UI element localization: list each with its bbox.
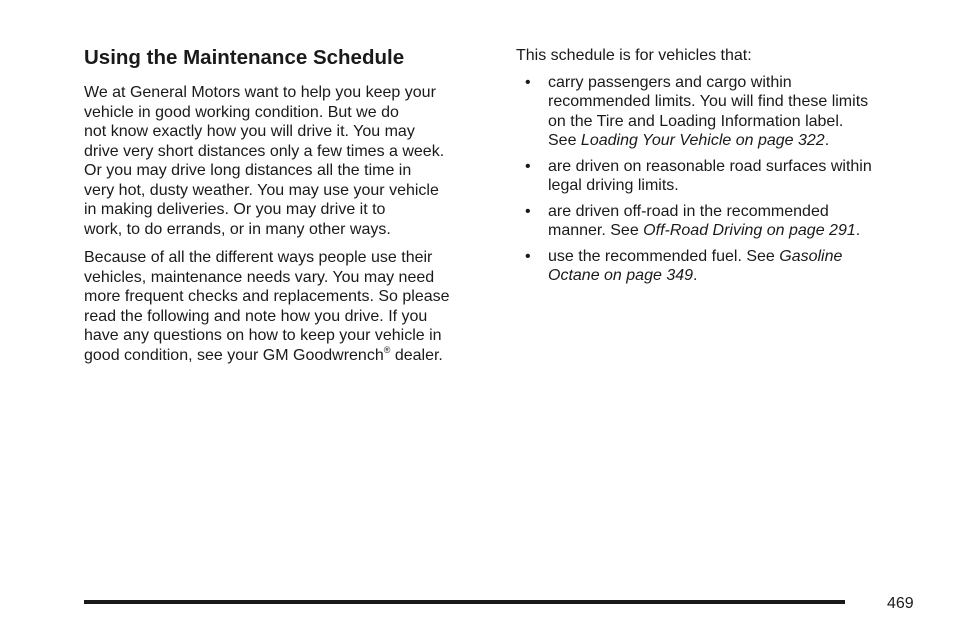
paragraph-line: drive very short distances only a few times a week. [84, 142, 445, 160]
section-heading: Using the Maintenance Schedule [84, 46, 405, 69]
list-item-line: on the Tire and Loading Information label. [548, 112, 844, 130]
paragraph-line: We at General Motors want to help you keep your [84, 84, 436, 101]
list-item-line [548, 266, 926, 286]
left-column [84, 45, 494, 365]
page-reference-link[interactable]: Loading Your Vehicle on page 322 [580, 132, 825, 149]
paragraph-line: Or you may drive long distances all the time in [84, 162, 412, 179]
list-item-text: . [855, 222, 861, 239]
bullet-icon: • [525, 202, 531, 220]
schedule-intro: This schedule is for vehicles that: [516, 47, 752, 64]
paragraph-line: very hot, dusty weather. You may use your vehicle [84, 181, 439, 199]
list-item [516, 73, 926, 151]
list-item-line [548, 131, 926, 151]
paragraph-line: vehicles, maintenance needs vary. You may need [84, 268, 435, 286]
paragraph-line: vehicle in good working condition. But we do [84, 103, 399, 121]
list-item-line: are driven off-road in the recommended [548, 202, 829, 220]
paragraph-text: dealer. [390, 346, 443, 364]
list-item-line: carry passengers and cargo within [548, 73, 792, 91]
bullet-icon: • [525, 247, 531, 265]
paragraph-line: work, to do errands, or in many other ways. [84, 220, 391, 238]
list-item-text: manner. See [548, 222, 644, 239]
paragraph-line: have any questions on how to keep your vehicle in [84, 327, 442, 344]
paragraph-line: not know exactly how you will drive it. You may [84, 123, 415, 140]
bullet-icon: • [525, 157, 531, 175]
registered-mark: ® [383, 344, 391, 355]
page-reference-link[interactable]: Gasoline [779, 247, 843, 265]
footer-rule [84, 600, 845, 604]
intro-paragraph [84, 83, 494, 239]
right-column [516, 46, 926, 292]
list-item-line: recommended limits. You will find these limits [548, 93, 869, 110]
paragraph-line: in making deliveries. Or you may drive it to [84, 201, 386, 218]
page-reference-link[interactable]: Octane on page 349 [548, 267, 694, 284]
list-item-text: . [824, 132, 830, 149]
list-item-text: . [693, 267, 698, 284]
page-reference-link[interactable]: Off-Road Driving on page 291 [643, 222, 856, 239]
maintenance-needs-paragraph [84, 248, 494, 365]
page-number: 469 [887, 595, 914, 612]
list-item [516, 157, 926, 196]
paragraph-line: Because of all the different ways people use their [84, 249, 433, 266]
list-item-text: use the recommended fuel. See [548, 247, 780, 265]
list-item-line: legal driving limits. [548, 177, 679, 194]
paragraph-line: read the following and note how you drive. If you [84, 307, 428, 325]
list-item-line [548, 221, 926, 241]
bullet-icon: • [525, 73, 531, 91]
list-item-line [548, 247, 926, 267]
list-item [516, 202, 926, 241]
list-item-text: See [548, 132, 581, 149]
list-item [516, 247, 926, 286]
list-item-line: are driven on reasonable road surfaces within [548, 157, 872, 175]
paragraph-line-last [84, 346, 494, 366]
paragraph-line: more frequent checks and replacements. So please [84, 288, 450, 305]
vehicle-conditions-list [516, 73, 926, 286]
paragraph-text: good condition, see your GM Goodwrench [84, 346, 384, 364]
